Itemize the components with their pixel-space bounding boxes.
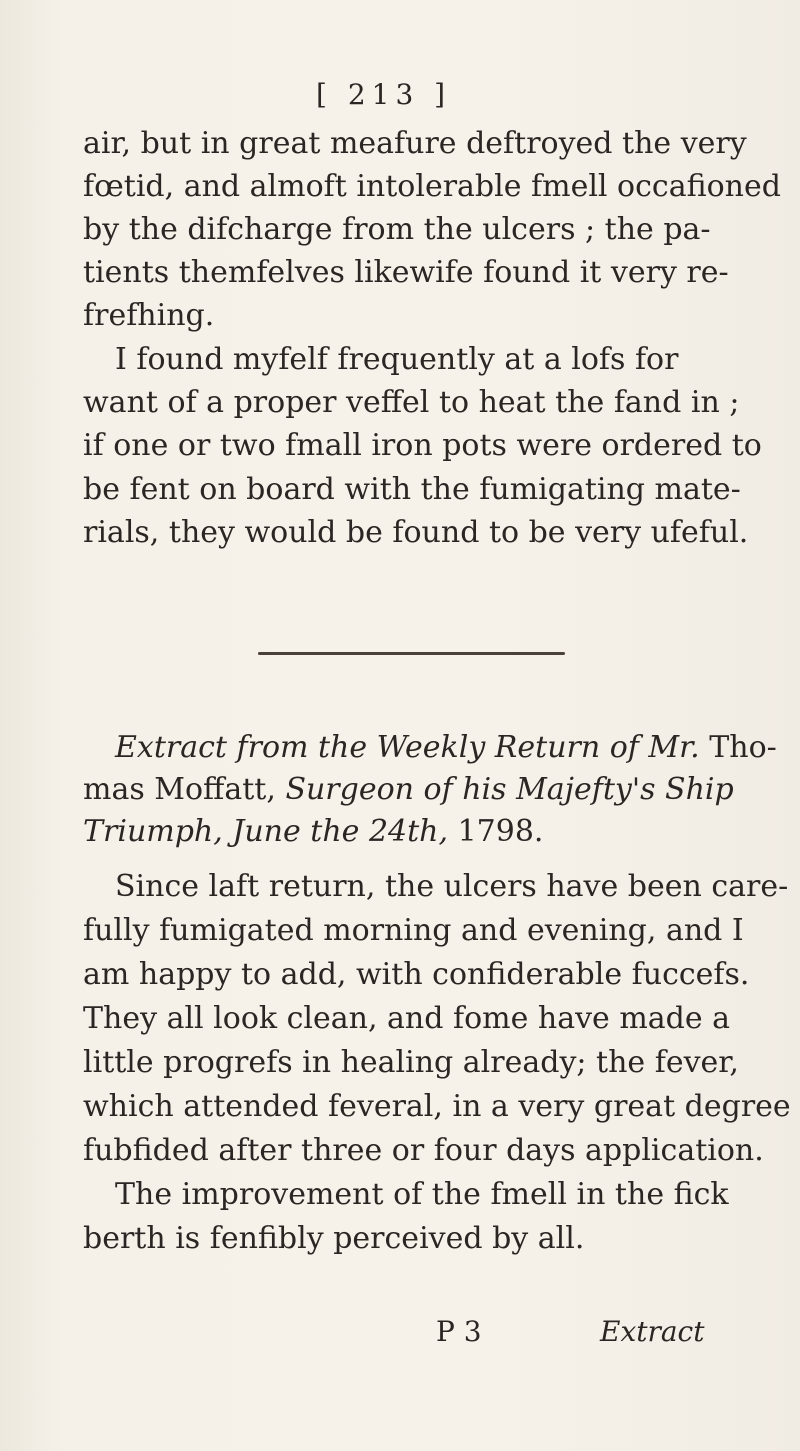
heading-roman: mas Moffatt, [83, 772, 286, 807]
text-line: by the difcharge from the ulcers ; the pa- [83, 212, 711, 247]
text-line: which attended feveral, in a very great degree [83, 1089, 791, 1124]
extract-heading-line [83, 813, 543, 851]
signature-mark: P 3 [436, 1315, 482, 1348]
text-line: Since laft return, the ulcers have been care- [115, 869, 789, 904]
text-line: fully fumigated morning and evening, and I [83, 913, 744, 948]
page-number: [ 213 ] [316, 78, 452, 111]
text-line: tients themfelves likewife found it very re- [83, 255, 729, 290]
text-line: The improvement of the fmell in the fick [115, 1177, 729, 1212]
text-line: fubfided after three or four days application. [83, 1133, 764, 1168]
heading-roman: Tho- [699, 730, 777, 765]
heading-italic: Triumph, June the 24th, [83, 814, 449, 849]
extract-heading-line [83, 771, 734, 809]
text-line: berth is fenfibly perceived by all. [83, 1221, 585, 1256]
text-line: frefhing. [83, 298, 215, 333]
text-line: am happy to add, with confiderable fuccefs. [83, 957, 750, 992]
text-line: be fent on board with the fumigating mate- [83, 472, 741, 507]
catchword: Extract [600, 1315, 705, 1348]
text-line: rials, they would be found to be very ufeful. [83, 515, 749, 550]
heading-italic: Extract from the Weekly Return of Mr. [115, 730, 700, 765]
heading-italic: Surgeon of his Majefty's Ship [285, 772, 734, 807]
heading-roman: 1798. [448, 814, 544, 849]
text-line: little progrefs in healing already; the fever, [83, 1045, 739, 1080]
text-line: They all look clean, and fome have made a [83, 1001, 731, 1036]
text-line: want of a proper veffel to heat the fand in ; [83, 385, 740, 420]
text-line: air, but in great meafure deftroyed the very [83, 126, 747, 161]
text-line: I found myfelf frequently at a lofs for [115, 342, 679, 377]
section-divider [258, 652, 565, 655]
text-line: fœtid, and almoft intolerable fmell occafioned [83, 169, 781, 204]
extract-heading-line [115, 729, 777, 767]
text-line: if one or two fmall iron pots were ordered to [83, 428, 762, 463]
